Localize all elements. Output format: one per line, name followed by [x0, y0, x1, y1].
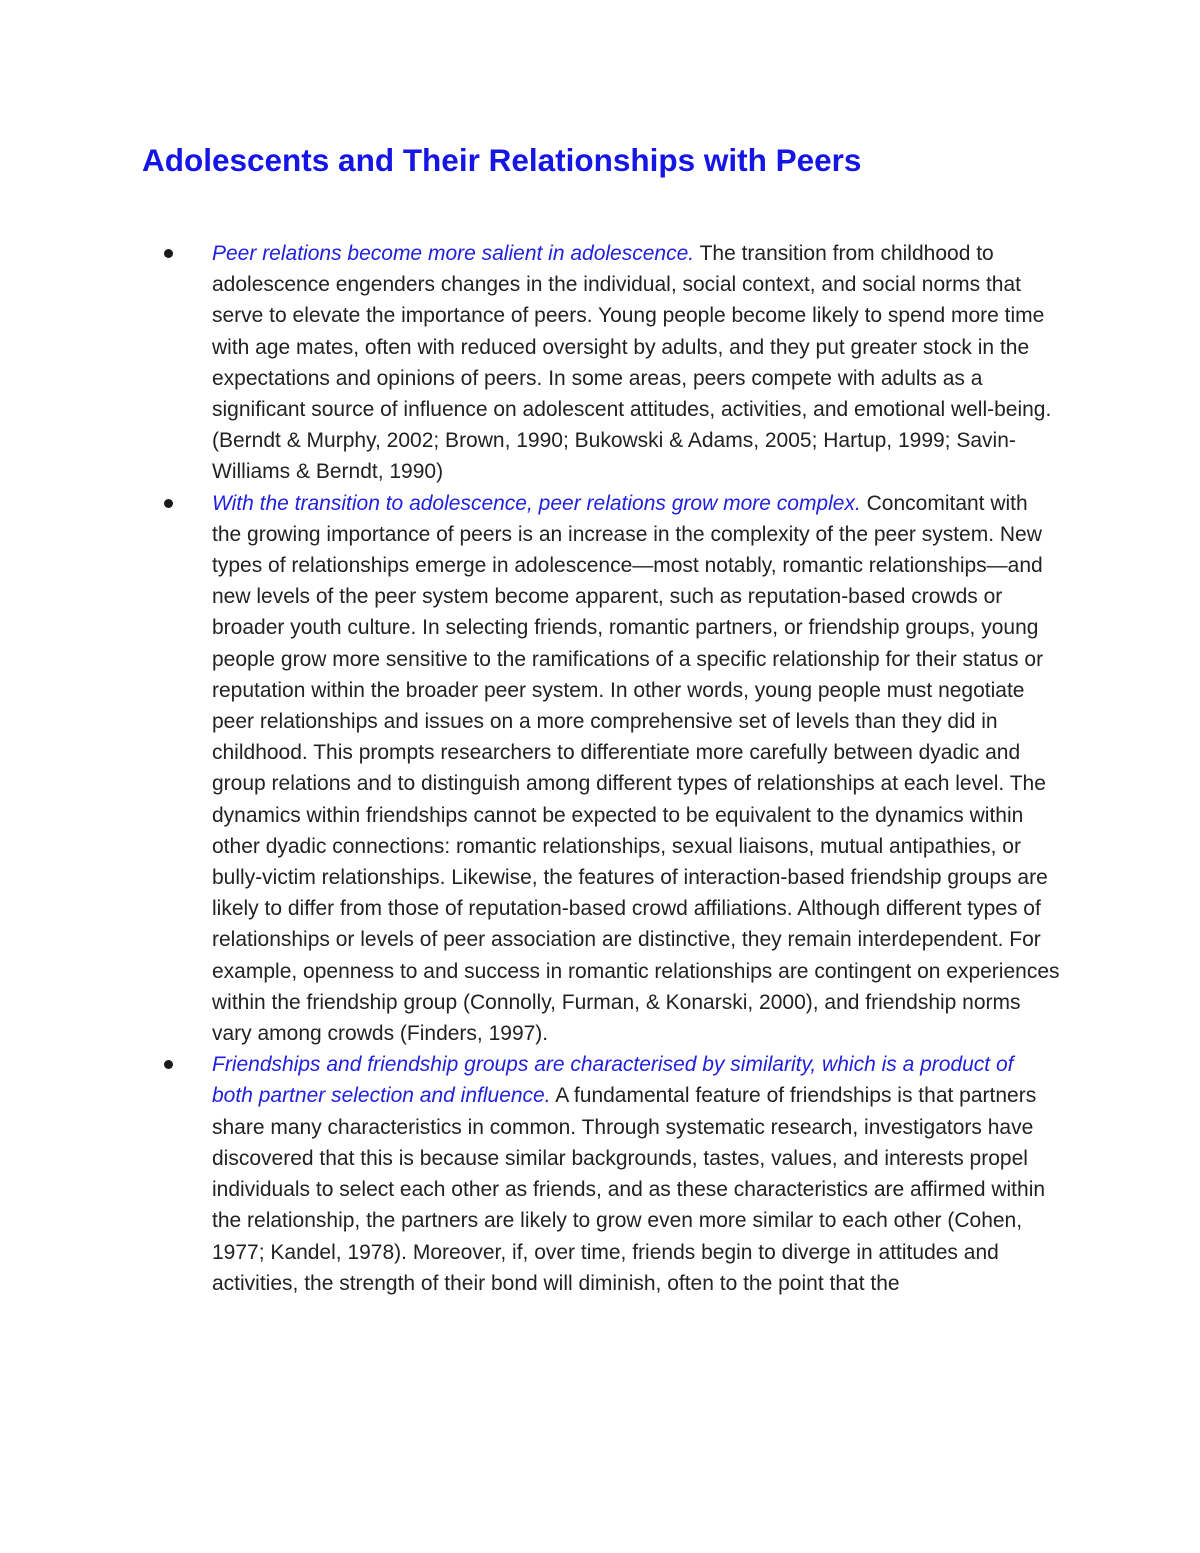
- page-title: Adolescents and Their Relationships with Peers: [142, 142, 862, 178]
- bullet-list: [142, 238, 1060, 1299]
- bullet-lead: With the transition to adolescence, peer relations grow more complex.: [212, 491, 861, 515]
- bullet-icon: [164, 499, 173, 508]
- bullet-icon: [164, 1060, 173, 1069]
- bullet-lead: Peer relations become more salient in adolescence.: [212, 242, 695, 265]
- bullet-body: The transition from childhood to adolescence engenders changes in the individual, social context, and social norms that serve to elevate the importance of peers. Young people become likely to spend more time with age mates, often with reduced oversight by adults, and they put greater stock in the expectations and opinions of peers. In some areas, peers compete with adults as a significant source of influence on adolescent attitudes, activities, and emotional well-being.(Berndt & Murphy, 2002; Brown, 1990; Bukowski & Adams, 2005; Hartup, 1999; Savin-Williams & Berndt, 1990): [212, 242, 1052, 484]
- list-item: [142, 1049, 1060, 1299]
- list-item: [142, 488, 1060, 1050]
- bullet-body: A fundamental feature of friendships is that partners share many characteristics in common. Through systematic research, investigators have discovered that this is because similar backgrounds, tastes, values, and interests propel individuals to select each other as friends, and as these characteristics are affirmed within the relationship, the partners are likely to grow even more similar to each other (Cohen, 1977; Kandel, 1978). Moreover, if, over time, friends begin to diverge in attitudes and activities, the strength of their bond will diminish, often to the point that the: [212, 1084, 1046, 1295]
- list-item: [142, 238, 1060, 488]
- bullet-icon: [164, 249, 173, 258]
- bullet-lead: Friendships and friendship groups are characterised by similarity, which is a product of both partner selection and influence.: [212, 1053, 1014, 1108]
- bullet-body: Concomitant with the growing importance of peers is an increase in the complexity of the peer system. New types of relationships emerge in adolescence—most notably, romantic relationships—and new levels of the peer system become apparent, such as reputation-based crowds or broader youth culture. In selecting friends, romantic partners, or friendship groups, young people grow more sensitive to the ramifications of a specific relationship for their status or reputation within the broader peer system. In other words, young people must negotiate peer relationships and issues on a more comprehensive set of levels than they did in childhood. This prompts researchers to differentiate more carefully between dyadic and group relations and to distinguish among different types of relationships at each level. The dynamics within friendships cannot be expected to be equivalent to the dynamics within other dyadic connections: romantic relationships, sexual liaisons, mutual antipathies, or bully-victim relationships. Likewise, the features of interaction-based friendship groups are likely to differ from those of reputation-based crowd affiliations. Although different types of relationships or levels of peer association are distinctive, they remain interdependent. For example, openness to and success in romantic relationships are contingent on experiences within the friendship group (Connolly, Furman, & Konarski, 2000), and friendship norms vary among crowds (Finders, 1997).: [212, 491, 1060, 1046]
